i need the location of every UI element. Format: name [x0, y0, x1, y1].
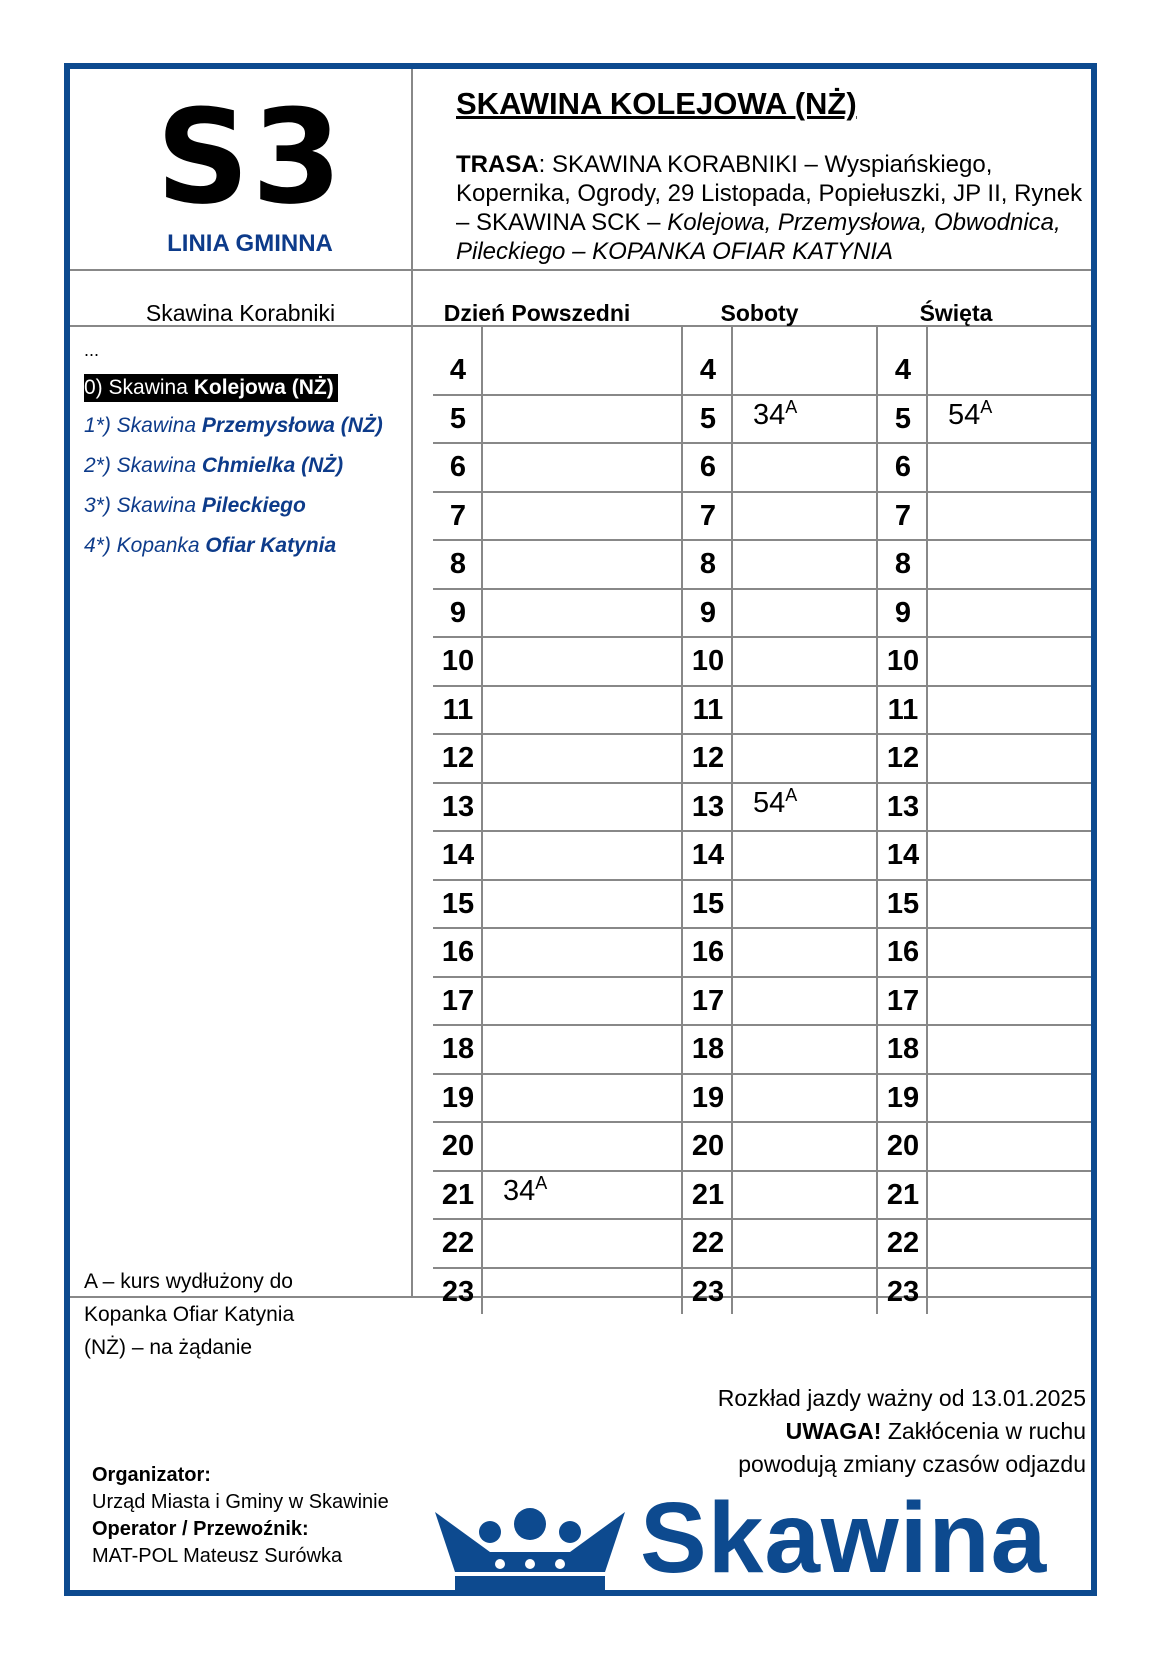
- stop-next: [84, 494, 306, 518]
- minute-value: 34: [503, 1174, 536, 1207]
- operator-label: Operator / Przewoźnik:: [92, 1518, 309, 1540]
- hour-label: 21: [886, 1178, 920, 1211]
- hour-label: 7: [449, 499, 467, 532]
- timetable-grid: [433, 344, 1097, 1374]
- hour-label: 5: [699, 402, 717, 435]
- minute-note: A: [980, 396, 993, 417]
- hour-label: 19: [441, 1081, 475, 1114]
- grid-row-line: [433, 1267, 1091, 1269]
- hour-label: 10: [441, 645, 475, 677]
- hour-label: 4: [699, 354, 717, 386]
- hour-label: 6: [699, 451, 717, 483]
- minute-note: A: [785, 784, 798, 805]
- hour-label: 21: [441, 1178, 475, 1211]
- minute-note: A: [535, 1172, 548, 1193]
- hour-label: 11: [887, 693, 919, 726]
- hour-label: 13: [886, 790, 920, 823]
- minute-value: 54: [948, 398, 981, 431]
- hour-label: 12: [441, 742, 475, 774]
- column-header-saturday: Soboty: [720, 300, 799, 326]
- route-description: [456, 150, 1086, 266]
- departure-minute: [503, 1172, 548, 1208]
- hour-label: 22: [441, 1227, 475, 1259]
- hour-label: 17: [691, 984, 725, 1017]
- grid-row-line: [433, 539, 1091, 541]
- organizer-name: Urząd Miasta i Gminy w Skawinie: [92, 1491, 389, 1513]
- hour-label: 7: [699, 499, 717, 532]
- departure-minute: [753, 396, 798, 432]
- grid-row-line: [433, 1170, 1091, 1172]
- hour-label: 14: [886, 839, 920, 871]
- hour-label: 16: [886, 936, 920, 968]
- hour-label: 20: [441, 1130, 475, 1162]
- hour-label: 6: [449, 451, 467, 483]
- departure-minute: [753, 784, 798, 820]
- hour-label: 4: [894, 354, 912, 386]
- skawina-crown-logo-icon: [430, 1502, 630, 1592]
- divider-left-column: [411, 69, 413, 1297]
- hour-label: 17: [441, 984, 475, 1017]
- hour-label: 19: [691, 1081, 725, 1114]
- hour-label: 18: [886, 1033, 920, 1065]
- stop-current: [84, 374, 338, 402]
- hour-label: 4: [449, 354, 467, 386]
- hour-label: 23: [691, 1275, 725, 1308]
- validity-info: [718, 1382, 1086, 1481]
- warning-label: UWAGA!: [785, 1418, 882, 1444]
- line-kind: LINIA GMINNA: [167, 230, 333, 257]
- grid-row-line: [433, 1024, 1091, 1026]
- departure-minute: [948, 396, 993, 432]
- grid-row-line: [433, 1121, 1091, 1123]
- grid-row-line: [433, 685, 1091, 687]
- hour-label: 5: [449, 402, 467, 435]
- minute-note: A: [785, 396, 798, 417]
- hour-label: 23: [441, 1275, 475, 1308]
- hour-label: 13: [691, 790, 725, 823]
- hour-label: 23: [886, 1275, 920, 1308]
- stop-prefix: 1*) Skawina: [84, 414, 202, 437]
- legend-line: (NŻ) – na żądanie: [84, 1336, 253, 1359]
- hour-label: 12: [691, 742, 725, 774]
- grid-row-line: [433, 976, 1091, 978]
- divider-header: [70, 269, 1091, 271]
- hour-label: 16: [691, 936, 725, 968]
- hour-label: 9: [449, 596, 467, 629]
- hour-label: 18: [441, 1033, 475, 1065]
- stop-prefix: 4*) Kopanka: [84, 534, 206, 557]
- grid-row-line: [433, 733, 1091, 735]
- grid-row-line: [433, 491, 1091, 493]
- hour-label: 19: [886, 1081, 920, 1114]
- legend-note: [84, 1265, 414, 1364]
- hour-label: 11: [442, 693, 474, 726]
- stop-prefix: 0) Skawina: [84, 376, 194, 399]
- column-header-holiday: Święta: [919, 300, 993, 326]
- hour-label: 8: [699, 548, 717, 580]
- stop-title: SKAWINA KOLEJOWA (NŻ): [456, 86, 857, 121]
- hour-label: 17: [886, 984, 920, 1017]
- grid-row-line: [433, 636, 1091, 638]
- legend-line: Kopanka Ofiar Katynia: [84, 1303, 295, 1326]
- grid-row-line: [433, 830, 1091, 832]
- stop-prefix: 2*) Skawina: [84, 454, 202, 477]
- grid-row-line: [433, 1218, 1091, 1220]
- stop-name: Pileckiego: [201, 494, 306, 517]
- hour-label: 18: [691, 1033, 725, 1065]
- route-label: TRASA: [456, 151, 539, 178]
- stop-next: [84, 534, 336, 558]
- grid-row-line: [433, 927, 1091, 929]
- hour-label: 22: [691, 1227, 725, 1259]
- hour-label: 12: [886, 742, 920, 774]
- column-header-weekday: Dzień Powszedni: [443, 300, 631, 326]
- stop-name: Kolejowa (NŻ): [193, 376, 334, 399]
- legend-line: A – kurs wydłużony do: [84, 1270, 293, 1293]
- hour-label: 16: [441, 936, 475, 968]
- valid-from: Rozkład jazdy ważny od 13.01.2025: [717, 1385, 1086, 1411]
- hour-label: 8: [449, 548, 467, 580]
- hour-label: 8: [894, 548, 912, 580]
- organizer-label: Organizator:: [92, 1464, 211, 1486]
- hour-label: 20: [886, 1130, 920, 1162]
- minute-value: 34: [753, 398, 786, 431]
- grid-row-line: [433, 879, 1091, 881]
- hour-label: 11: [692, 693, 724, 726]
- warning-text: Zakłócenia w ruchu: [881, 1418, 1086, 1444]
- hour-label: 21: [691, 1178, 725, 1211]
- hour-label: 14: [441, 839, 475, 871]
- stop-next: [84, 454, 343, 478]
- stop-name: Chmielka (NŻ): [201, 454, 344, 477]
- grid-row-line: [433, 442, 1091, 444]
- hour-label: 9: [699, 596, 717, 629]
- grid-row-line: [433, 588, 1091, 590]
- grid-row-line: [433, 1073, 1091, 1075]
- hour-label: 15: [886, 887, 920, 920]
- hour-label: 6: [894, 451, 912, 483]
- stop-prefix: 3*) Skawina: [84, 494, 202, 517]
- warning-line2: powodują zmiany czasów odjazdu: [738, 1451, 1086, 1477]
- route-text: : SKAWINA KORABNIKI – Wyspiańskiego, Kopernika, Ogrody, 29 Listopada, Popiełuszki, JP II, Rynek – SKAWINA SCK –: [456, 151, 1083, 236]
- hour-label: 13: [441, 790, 475, 823]
- stops-ellipsis: ...: [84, 340, 100, 360]
- grid-row-line: [433, 394, 1091, 396]
- hour-label: 15: [441, 887, 475, 920]
- hour-label: 22: [886, 1227, 920, 1259]
- skawina-logo-text: Skawina: [640, 1482, 1048, 1594]
- hour-label: 20: [691, 1130, 725, 1162]
- warning: [718, 1415, 1086, 1448]
- operator-name: MAT-POL Mateusz Surówka: [92, 1545, 343, 1567]
- hour-label: 15: [691, 887, 725, 920]
- hour-label: 10: [691, 645, 725, 677]
- line-code: S3: [155, 81, 345, 233]
- direction-header: Skawina Korabniki: [145, 300, 336, 326]
- hour-label: 5: [894, 402, 912, 435]
- route-text-italic: Kolejowa, Przemysłowa, Obwodnica, Pileckiego – KOPANKA OFIAR KATYNIA: [456, 209, 1061, 265]
- stop-next: [84, 414, 383, 438]
- hour-label: 10: [886, 645, 920, 677]
- hour-label: 14: [691, 839, 725, 871]
- hour-label: 7: [894, 499, 912, 532]
- minute-value: 54: [753, 786, 786, 819]
- organizer-info: [92, 1462, 389, 1570]
- stop-name: Ofiar Katynia: [205, 534, 337, 557]
- stop-name: Przemysłowa (NŻ): [201, 414, 383, 437]
- hour-label: 9: [894, 596, 912, 629]
- grid-row-line: [433, 782, 1091, 784]
